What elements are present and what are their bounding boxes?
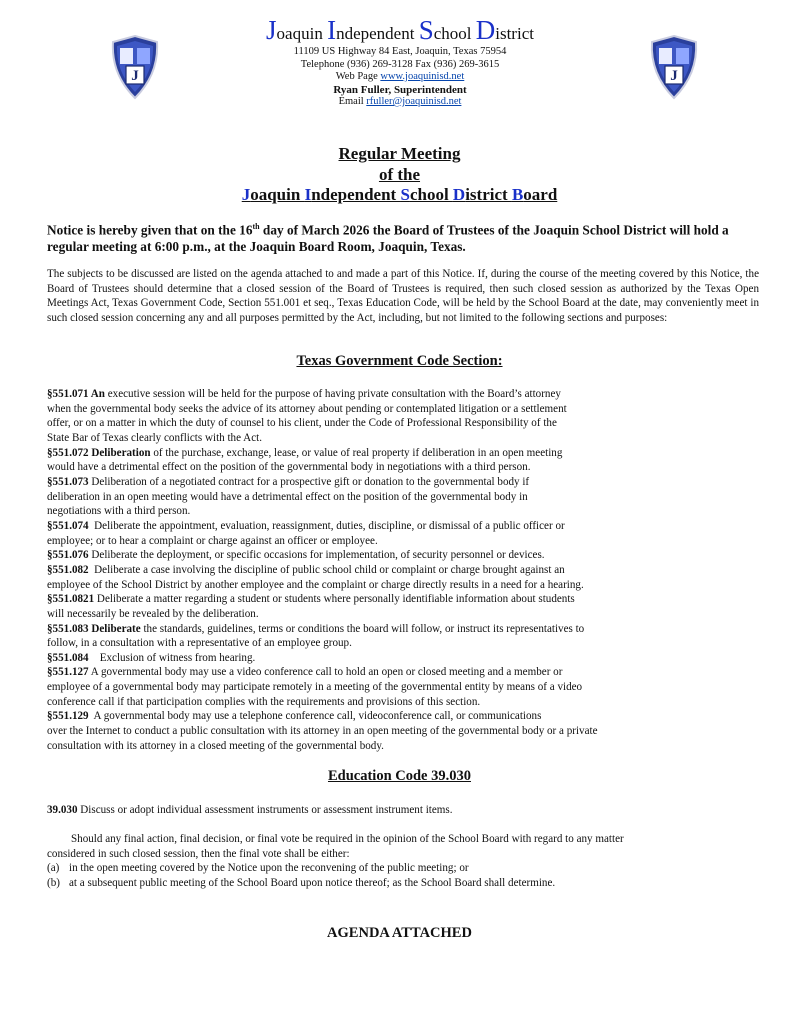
gov-code-heading: Texas Government Code Section: (296, 353, 503, 369)
section-line: §551.082 Deliberate a case involving the discipline of public school child or complaint or charge brought against an (47, 563, 565, 576)
district-crest-logo-left (109, 34, 161, 100)
meeting-notice: Notice is hereby given that on the 16th day of March 2026 the Board of Trustees of the Joaquin School District will hold a regular meeting at 6:00 p.m., at the Joaquin Board Room, Joaquin, Texas. (47, 222, 729, 255)
section-line: §551.084 Exclusion of witness from hearing. (47, 651, 256, 664)
district-name: Joaquin Independent School District (266, 15, 534, 45)
web-line: Web Page www.joaquinisd.net (335, 71, 465, 82)
svg-text:J: J (670, 68, 678, 84)
section-line: §551.083 Deliberate the standards, guidelines, terms or conditions the board will follow, or instruct its representatives to (47, 622, 585, 635)
section-line: State Bar of Texas clearly conflicts with the Act. (47, 431, 262, 444)
web-link[interactable]: www.joaquinisd.net (380, 71, 465, 82)
agenda-attached-label: AGENDA ATTACHED (327, 925, 472, 941)
section-line: employee of a governmental body may participate remotely in a meeting of the governmental entity by means of a video (47, 681, 583, 694)
section-line: follow, in a consultation with a representative of an employee group. (47, 637, 352, 650)
edu-code-heading: Education Code 39.030 (327, 768, 471, 784)
section-line: employee; or to hear a complaint or charge against an officer or employee. (47, 534, 378, 547)
section-line: employee of the School District by another employee and the complaint or charge directly results in a need for a hearing. (47, 578, 584, 591)
section-line: deliberation in an open meeting would have a detrimental effect on the position of the governmental body in (47, 490, 528, 503)
edu-code-line: 39.030 Discuss or adopt individual assessment instruments or assessment instrument items. (47, 804, 453, 816)
section-line: §551.0821 Deliberate a matter regarding a student or students where personally identifiable information about students (47, 593, 575, 606)
section-line: would have a detrimental effect on the position of the governmental body in negotiations with a third person. (47, 461, 531, 474)
section-line: will necessarily be revealed by the deliberation. (47, 607, 259, 620)
closing-paragraph: Should any final action, final decision, or final vote be required in the opinion of the School Board with regard to any matter considered in such closed session, then the final vote shall be either: (a) in the open meeting covered by the Notice upon the reconvening of the public meeting; or (b) at a subsequent public meeting of the School Board upon notice thereof; as the School Board shall determine. (47, 832, 767, 890)
section-line: consultation with its attorney in a closed meeting of the governmental body. (47, 739, 384, 752)
email-line: Email rfuller@joaquinisd.net (338, 96, 462, 107)
section-line: §551.076 Deliberate the deployment, or specific occasions for implementation, of security personnel or devices. (47, 549, 545, 562)
section-line: when the governmental body seeks the advice of its attorney about pending or contemplated litigation or a settlement (47, 402, 567, 415)
email-link[interactable]: rfuller@joaquinisd.net (366, 96, 462, 107)
section-line: offer, or on a matter in which the duty of counsel to his client, under the Code of Professional Responsibility of the (47, 417, 557, 430)
section-line: §551.129 A governmental body may use a telephone conference call, videoconference call, or communications (47, 710, 542, 723)
letterhead (230, 15, 570, 109)
svg-text:J: J (131, 68, 139, 84)
section-line: §551.074 Deliberate the appointment, evaluation, reassignment, duties, discipline, or dismissal of a public officer or (47, 519, 565, 532)
district-crest-logo-right (648, 34, 700, 100)
meeting-title: Regular Meeting of the Joaquin Independent School District Board (241, 144, 558, 204)
section-line: §551.127 A governmental body may use a video conference call to hold an open or closed meeting and a member or (47, 666, 563, 679)
address-line: 11109 US Highway 84 East, Joaquin, Texas 75954 (293, 46, 507, 57)
section-line: conference call if that participation complies with the requirements and provisions of this section. (47, 695, 481, 708)
section-line: over the Internet to conduct a public consultation with its attorney in an open meeting of the governmental body or a private (47, 725, 598, 738)
section-line: §551.072 Deliberation of the purchase, exchange, lease, or value of real property if deliberation in an open meeting (47, 446, 563, 459)
intro-paragraph: The subjects to be discussed are listed on the agenda attached to and made a part of this Notice. If, during the course of the meeting covered by this Notice, the Board of Trustees should determine that a closed session of the Board of Trustees is required, then such closed session as authorized by the Texas Open Meetings Act, Texas Government Code, Section 551.001 et seq., Texas Education Code, will be held by the School Board at the date, may conveniently meet in such closed session concerning any and all purposes permitted by the Act, including, but not limited to the following sections and purposes: (47, 268, 759, 324)
superintendent-line: Ryan Fuller, Superintendent (333, 83, 467, 96)
section-line: §551.073 Deliberation of a negotiated contract for a prospective gift or donation to the governmental body if (47, 475, 530, 488)
gov-code-sections (47, 387, 767, 753)
section-line: negotiations with a third person. (47, 505, 191, 518)
closing-item-a: (a) in the open meeting covered by the Notice upon the reconvening of the public meeting; or (47, 862, 469, 875)
closing-item-b: (b) at a subsequent public meeting of the School Board upon notice thereof; as the School Board shall determine. (47, 876, 556, 889)
section-line: §551.071 An executive session will be held for the purpose of having private consultation with the Board’s attorney (47, 388, 561, 400)
phone-line: Telephone (936) 269-3128 Fax (936) 269-3615 (300, 58, 500, 70)
